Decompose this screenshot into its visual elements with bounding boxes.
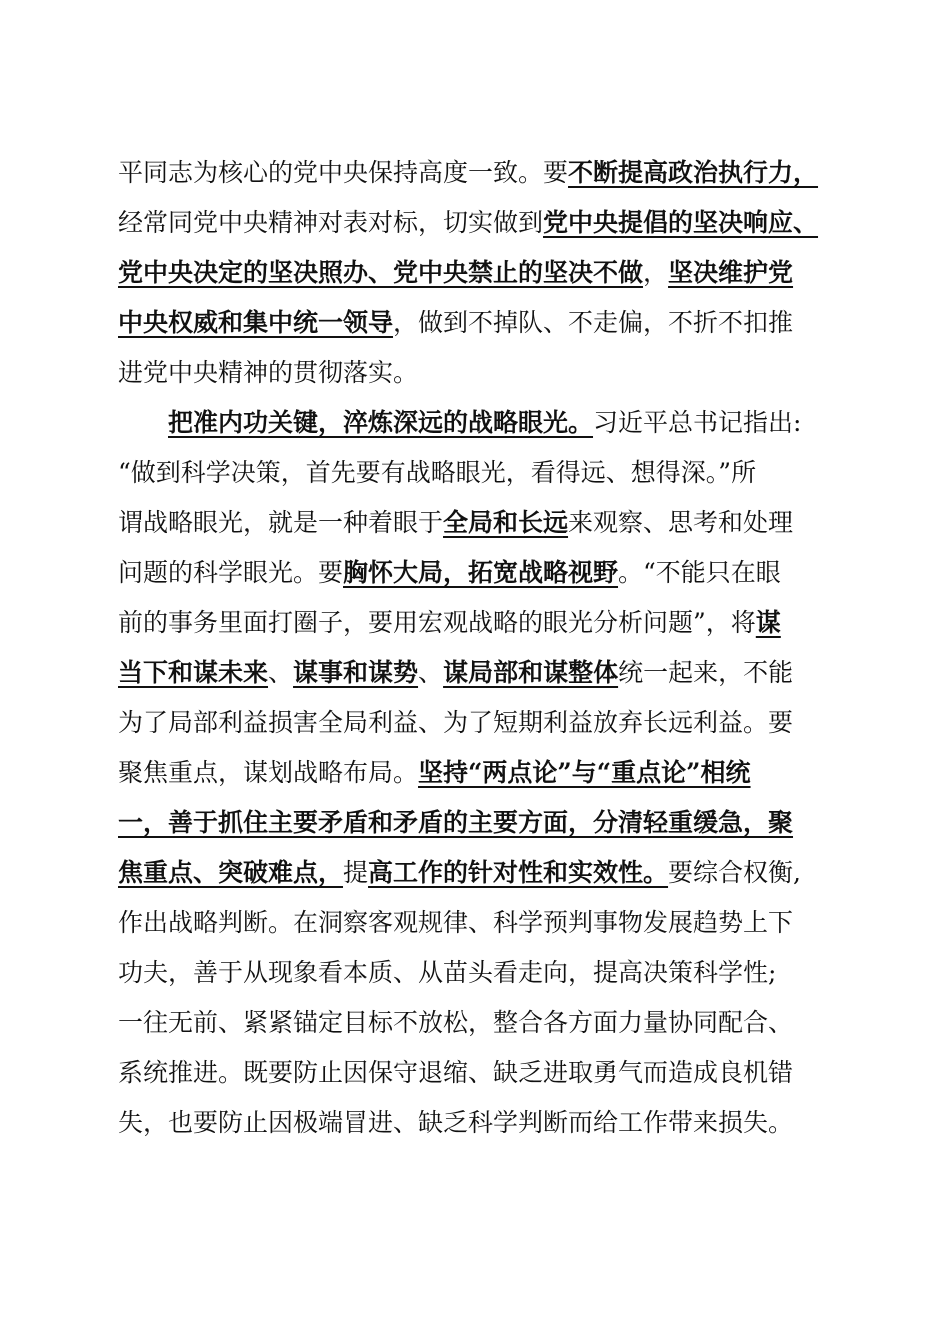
body-text: 前的事务里面打圈子，要用宏观战略的眼光分析问题”，将 [118,608,756,637]
emphasized-text: 高工作的针对性和实效性。 [368,858,669,887]
text-line-10 [118,603,781,643]
text-line-12 [118,703,793,743]
body-text: “做到科学决策，首先要有战略眼光，看得远、想得深。”所 [118,458,757,487]
text-line-4 [118,303,793,343]
body-text: 进党中央精神的贯彻落实。 [118,358,419,387]
emphasized-text: 胸怀大局，拓宽战略视野 [343,558,619,587]
body-text: 、 [418,658,444,687]
text-line-18 [118,1003,793,1043]
emphasized-text: 把准内功关键，淬炼深远的战略眼光。 [168,408,594,437]
text-line-20 [118,1103,793,1143]
text-line-2 [118,203,818,243]
body-text: 功夫，善于从现象看本质、从苗头看走向，提高决策科学性; [118,958,777,987]
emphasized-text: 党中央提倡的坚决响应、 [543,208,819,237]
emphasized-text: 党中央决定的坚决照办、党中央禁止的坚决不做 [118,258,644,287]
body-text: ，做到不掉队、不走偏，不折不扣推 [393,308,794,337]
body-text: 失，也要防止因极端冒进、缺乏科学判断而给工作带来损失。 [118,1108,794,1137]
body-text: 作出战略判断。在洞察客观规律、科学预判事物发展趋势上下 [118,908,794,937]
body-text: 聚焦重点，谋划战略布局。 [118,758,419,787]
body-text: 习近平总书记指出: [593,408,802,437]
emphasized-text: 坚决维护党 [668,258,794,287]
text-line-3 [118,253,793,293]
text-line-14 [118,803,793,843]
text-line-17 [118,953,776,993]
body-text: 。“不能只在眼 [618,558,781,587]
emphasized-text: 焦重点、突破难点， [118,858,344,887]
body-text: 来观察、思考和处理 [568,508,794,537]
text-line-11 [118,653,793,693]
body-text: 提 [343,858,369,887]
body-text: 为了局部利益损害全局利益、为了短期利益放弃长远利益。要 [118,708,794,737]
text-line-8 [118,503,793,543]
emphasized-text: 坚持“两点论”与“重点论”相统 [418,758,751,787]
text-line-1 [118,153,818,193]
body-text: 统一起来，不能 [618,658,794,687]
text-line-13 [118,753,751,793]
body-text: 、 [268,658,294,687]
body-text: 平同志为核心的党中央保持高度一致。要 [118,158,569,187]
emphasized-text: 中央权威和集中统一领导 [118,308,394,337]
text-line-9 [118,553,781,593]
emphasized-text: 谋局部和谋整体 [443,658,619,687]
text-line-15 [118,853,801,893]
body-text: 要综合权衡, [668,858,801,887]
text-line-5 [118,353,418,393]
text-line-16 [118,903,793,943]
emphasized-text: 谋事和谋势 [293,658,419,687]
emphasized-text: 全局和长远 [443,508,569,537]
body-text: 一往无前、紧紧锚定目标不放松，整合各方面力量协同配合、 [118,1008,794,1037]
emphasized-text: 不断提高政治执行力， [568,158,819,187]
body-text: ， [643,258,669,287]
emphasized-text: 谋 [755,608,781,637]
text-line-7 [118,453,756,493]
body-text: 系统推进。既要防止因保守退缩、缺乏进取勇气而造成良机错 [118,1058,794,1087]
body-text: 谓战略眼光，就是一种着眼于 [118,508,444,537]
emphasized-text: 当下和谋未来 [118,658,269,687]
emphasized-text: 一，善于抓住主要矛盾和矛盾的主要方面，分清轻重缓急，聚 [118,808,794,837]
text-line-6 [168,403,801,443]
body-text: 问题的科学眼光。要 [118,558,344,587]
body-text: 经常同党中央精神对表对标，切实做到 [118,208,544,237]
text-line-19 [118,1053,793,1093]
